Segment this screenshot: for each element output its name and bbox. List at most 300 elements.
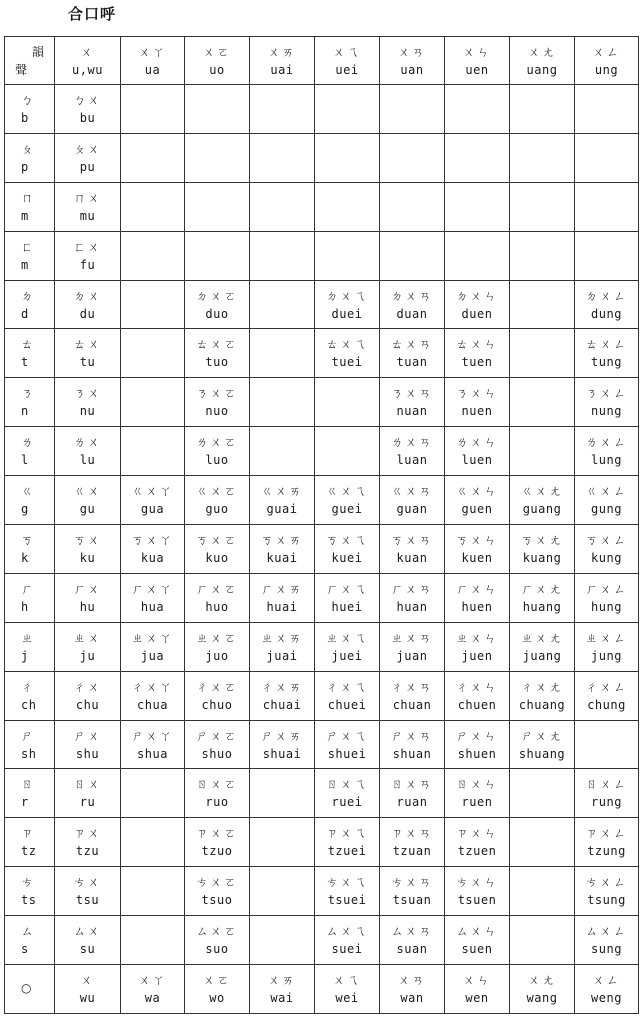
romanization-text: juo (205, 648, 229, 663)
syllable-cell (185, 329, 250, 378)
initial-cell (5, 965, 55, 1014)
zhuyin-text: ㄖㄨㄥ (585, 777, 628, 792)
zhuyin-text: ㄨㄟ (332, 44, 361, 59)
zhuyin-text: ㄉㄨㄣ (455, 288, 498, 303)
zhuyin-text: ㄙㄨㄣ (455, 924, 498, 939)
romanization-text: gung (591, 502, 622, 517)
syllable-cell (55, 329, 121, 378)
syllable-cell (380, 525, 445, 574)
romanization-text: dung (591, 306, 622, 321)
syllable-cell (250, 965, 315, 1014)
initial-cell (5, 671, 55, 720)
zhuyin-text: ㄊㄨㄣ (455, 337, 498, 352)
zhuyin-text: ㄏㄨㄞ (260, 581, 303, 596)
romanization-text: hua (140, 599, 165, 614)
syllable-cell (575, 280, 639, 329)
syllable-cell (55, 965, 121, 1014)
romanization-text: tsuo (201, 893, 233, 908)
zhuyin-text: ㄎㄨ (73, 532, 102, 547)
syllable-cell (315, 573, 380, 622)
zhuyin-text: ㄔㄨㄣ (455, 679, 498, 694)
syllable-cell (185, 476, 250, 525)
romanization-text: suan (396, 942, 428, 957)
table-row (5, 280, 639, 329)
header-final-cell (445, 37, 510, 85)
corner-cell (5, 37, 55, 85)
syllable-cell (380, 280, 445, 329)
zhuyin-text: ㄨㄛ (202, 44, 231, 59)
syllable-cell (315, 916, 380, 965)
syllable-cell (445, 622, 510, 671)
empty-cell (575, 133, 639, 182)
zhuyin-text: ㄓ (21, 630, 36, 645)
initial-cell (5, 867, 55, 916)
syllable-cell (575, 671, 639, 720)
syllable-cell (575, 769, 639, 818)
zhuyin-text: ㄓㄨㄣ (455, 630, 498, 645)
zhuyin-table (4, 36, 639, 1014)
empty-cell (121, 378, 185, 427)
romanization-text: jua (140, 648, 165, 663)
zhuyin-text: ㄉㄨㄥ (585, 288, 628, 303)
zhuyin-text: ㄌㄨㄥ (585, 435, 628, 450)
zhuyin-text: ㄉㄨㄛ (195, 288, 238, 303)
syllable-cell (185, 769, 250, 818)
romanization-text: sung (591, 942, 622, 957)
zhuyin-text: ㄍㄨㄛ (195, 484, 238, 499)
syllable-cell (380, 378, 445, 427)
zhuyin-text: ㄘㄨㄣ (455, 875, 498, 890)
syllable-cell (315, 329, 380, 378)
zhuyin-text: ㄍㄨㄢ (390, 484, 433, 499)
syllable-cell (510, 525, 575, 574)
syllable-cell (55, 818, 121, 867)
syllable-cell (55, 182, 121, 231)
initial-cell (5, 525, 55, 574)
empty-cell (121, 916, 185, 965)
romanization-text: ruan (396, 795, 428, 810)
zhuyin-text: ㄏㄨㄤ (520, 581, 563, 596)
empty-cell (121, 769, 185, 818)
zhuyin-text: ㄨㄤ (527, 44, 556, 59)
empty-cell (121, 231, 185, 280)
romanization-text: tsuen (457, 893, 497, 908)
romanization-text: shuan (392, 746, 432, 761)
romanization-text: wai (270, 990, 294, 1005)
zhuyin-text: ㄕㄨㄛ (195, 728, 238, 743)
romanization-text: tzuen (457, 844, 497, 859)
zhuyin-text: ㄍㄨㄥ (585, 484, 628, 499)
syllable-cell (121, 622, 185, 671)
empty-cell (250, 818, 315, 867)
syllable-cell (445, 378, 510, 427)
romanization-text: guei (331, 502, 363, 517)
romanization-text: shuei (327, 746, 367, 761)
romanization-text: chu (75, 697, 100, 712)
romanization-text: guo (205, 502, 229, 517)
empty-cell (121, 329, 185, 378)
romanization-text: huen (461, 599, 493, 614)
romanization-text: kua (140, 550, 165, 565)
romanization-text: ruei (331, 795, 363, 810)
romanization-text: mu (79, 208, 96, 223)
table-body (5, 37, 639, 1014)
initial-cell (5, 378, 55, 427)
zhuyin-text: ㄍㄨㄟ (325, 484, 368, 499)
syllable-cell (575, 818, 639, 867)
romanization-text: s (21, 942, 29, 957)
syllable-cell (315, 965, 380, 1014)
empty-cell (185, 85, 250, 134)
romanization-text: juei (331, 648, 363, 663)
zhuyin-text: ㄏㄨㄛ (195, 581, 238, 596)
syllable-cell (55, 85, 121, 134)
empty-cell (250, 280, 315, 329)
zhuyin-text: ㄔㄨㄚ (131, 679, 174, 694)
syllable-cell (575, 525, 639, 574)
romanization-text: uan (400, 62, 424, 77)
romanization-text: luan (396, 453, 428, 468)
syllable-cell (575, 427, 639, 476)
romanization-text: nuan (396, 404, 428, 419)
syllable-cell (380, 818, 445, 867)
zhuyin-text: ㄨㄢ (397, 44, 426, 59)
syllable-cell (55, 525, 121, 574)
zhuyin-text: ㄎㄨㄣ (455, 532, 498, 547)
romanization-text: chuo (201, 697, 233, 712)
syllable-cell (121, 476, 185, 525)
syllable-cell (250, 525, 315, 574)
zhuyin-text: ㄌㄨㄢ (390, 435, 433, 450)
zhuyin-text: ㄇ (21, 190, 36, 205)
zhuyin-text: ㄘㄨ (73, 875, 102, 890)
page-title: 合口呼 (68, 5, 117, 23)
romanization-text: shua (137, 746, 168, 761)
zhuyin-text: ㄋㄨㄥ (585, 386, 628, 401)
romanization-text: duen (461, 306, 493, 321)
romanization-text: tuei (331, 355, 363, 370)
romanization-text: kuang (522, 550, 562, 565)
romanization-text: bu (79, 110, 96, 125)
romanization-text: tsung (587, 893, 626, 908)
zhuyin-text: ㄍㄨ (73, 484, 102, 499)
empty-cell (250, 329, 315, 378)
syllable-cell (380, 329, 445, 378)
empty-cell (250, 378, 315, 427)
initial-cell (5, 231, 55, 280)
romanization-text: nu (79, 404, 96, 419)
romanization-text: guan (396, 502, 428, 517)
romanization-text: huan (396, 599, 428, 614)
romanization-text: sh (21, 746, 37, 761)
romanization-text: uang (526, 62, 558, 77)
syllable-cell (445, 329, 510, 378)
zhuyin-text: ㄨㄥ (592, 972, 621, 987)
zhuyin-text: ㄊㄨㄥ (585, 337, 628, 352)
romanization-text: g (21, 502, 29, 517)
initial-cell (5, 329, 55, 378)
zhuyin-text: ㄙㄨㄥ (585, 924, 628, 939)
zhuyin-text: ㄈㄨ (73, 239, 102, 254)
zhuyin-text: ㄨㄣ (462, 44, 491, 59)
zhuyin-text: ㄨㄚ (138, 972, 167, 987)
syllable-cell (575, 329, 639, 378)
syllable-cell (55, 378, 121, 427)
zhuyin-text: ㄨㄣ (462, 972, 491, 987)
table-row (5, 378, 639, 427)
empty-cell (510, 133, 575, 182)
zhuyin-text: ㄖㄨㄛ (195, 777, 238, 792)
empty-cell (575, 231, 639, 280)
zhuyin-text: ㄘㄨㄛ (195, 875, 238, 890)
syllable-cell (315, 280, 380, 329)
table-row (5, 622, 639, 671)
romanization-text: suen (461, 942, 493, 957)
empty-cell (250, 867, 315, 916)
zhuyin-text: ㄊㄨ (73, 337, 102, 352)
romanization-text: tzung (587, 844, 626, 859)
zhuyin-text: ㄍㄨㄚ (131, 484, 174, 499)
zhuyin-text: ㄏㄨㄣ (455, 581, 498, 596)
syllable-cell (55, 622, 121, 671)
corner-label-final: 韻 (31, 45, 44, 59)
syllable-cell (445, 916, 510, 965)
zhuyin-text: ㄙㄨㄢ (390, 924, 433, 939)
zhuyin-text: ㄓㄨㄤ (520, 630, 563, 645)
initial-cell (5, 818, 55, 867)
romanization-text: chuei (327, 697, 367, 712)
header-row (5, 37, 639, 85)
romanization-text: chuen (457, 697, 497, 712)
zhuyin-text: ㄨㄞ (267, 44, 296, 59)
zhuyin-text: ㄓㄨㄟ (325, 630, 368, 645)
romanization-text: kuo (205, 550, 229, 565)
zhuyin-text: ㄕㄨㄟ (325, 728, 368, 743)
table-row (5, 965, 639, 1014)
empty-cell (250, 916, 315, 965)
syllable-cell (55, 867, 121, 916)
table-row (5, 427, 639, 476)
romanization-text: huo (205, 599, 229, 614)
syllable-cell (380, 622, 445, 671)
romanization-text: b (21, 110, 29, 125)
table-row (5, 476, 639, 525)
zhuyin-text: ㄊㄨㄟ (325, 337, 368, 352)
zhuyin-text: ㄘㄨㄟ (325, 875, 368, 890)
romanization-text: shuai (262, 746, 302, 761)
empty-cell (250, 231, 315, 280)
zhuyin-text: ㄏ (21, 581, 36, 596)
romanization-text: duei (331, 306, 363, 321)
empty-cell (575, 182, 639, 231)
empty-cell (380, 231, 445, 280)
zhuyin-text: ㄎㄨㄛ (195, 532, 238, 547)
empty-cell (250, 85, 315, 134)
zhuyin-text: ㄗㄨㄛ (195, 826, 238, 841)
syllable-cell (185, 427, 250, 476)
zhuyin-text: ㄏㄨㄢ (390, 581, 433, 596)
zhuyin-text: ㄗ (21, 826, 36, 841)
romanization-text: tz (21, 844, 37, 859)
table-row (5, 720, 639, 769)
romanization-text: kuan (396, 550, 428, 565)
zhuyin-text: ㄆㄨ (73, 141, 102, 156)
zhuyin-text: ㄔㄨㄛ (195, 679, 238, 694)
empty-cell (315, 133, 380, 182)
empty-cell (510, 769, 575, 818)
zhuyin-text: ㄘ (21, 875, 36, 890)
table-row (5, 867, 639, 916)
zhuyin-text: ㄎㄨㄟ (325, 532, 368, 547)
syllable-cell (185, 573, 250, 622)
romanization-text: tung (591, 355, 622, 370)
romanization-text: m (21, 208, 29, 223)
table-row (5, 329, 639, 378)
table-row (5, 818, 639, 867)
zhuyin-text: ㄏㄨㄥ (585, 581, 628, 596)
zhuyin-text: ㄎㄨㄥ (585, 532, 628, 547)
zhuyin-text: ㄔㄨㄞ (260, 679, 303, 694)
romanization-text: kuai (266, 550, 298, 565)
initial-cell (5, 916, 55, 965)
romanization-text: juan (396, 648, 428, 663)
romanization-text: p (21, 159, 29, 174)
romanization-text: m (21, 257, 29, 272)
empty-cell (315, 182, 380, 231)
syllable-cell (380, 476, 445, 525)
syllable-cell (315, 622, 380, 671)
empty-cell (121, 85, 185, 134)
romanization-text: lu (79, 453, 96, 468)
zhuyin-text: ㄘㄨㄥ (585, 875, 628, 890)
syllable-cell (380, 671, 445, 720)
empty-cell (121, 133, 185, 182)
syllable-cell (315, 720, 380, 769)
romanization-text: uo (209, 62, 225, 77)
syllable-cell (510, 573, 575, 622)
zhuyin-text: ㄨㄟ (332, 972, 361, 987)
zhuyin-text: ㄋㄨㄣ (455, 386, 498, 401)
romanization-text: uei (335, 62, 359, 77)
romanization-text: guai (266, 502, 298, 517)
syllable-cell (575, 867, 639, 916)
syllable-cell (185, 280, 250, 329)
syllable-cell (185, 622, 250, 671)
zhuyin-text: ㄙㄨㄟ (325, 924, 368, 939)
empty-cell (575, 720, 639, 769)
romanization-text: juai (266, 648, 298, 663)
zhuyin-text: ㄏㄨㄟ (325, 581, 368, 596)
zhuyin-text: ㄇㄨ (73, 190, 102, 205)
empty-cell (510, 182, 575, 231)
initial-cell (5, 85, 55, 134)
table-row (5, 133, 639, 182)
zhuyin-text: ㄍㄨㄣ (455, 484, 498, 499)
empty-cell (510, 378, 575, 427)
syllable-cell (185, 965, 250, 1014)
empty-cell (575, 85, 639, 134)
zhuyin-text: ㄏㄨㄚ (131, 581, 174, 596)
initial-cell (5, 427, 55, 476)
syllable-cell (250, 573, 315, 622)
romanization-text: ru (79, 795, 96, 810)
romanization-text: kuei (331, 550, 363, 565)
romanization-text: juang (522, 648, 562, 663)
empty-cell (315, 427, 380, 476)
romanization-text: wo (209, 990, 225, 1005)
syllable-cell (315, 769, 380, 818)
zhuyin-text: ㄉㄨㄢ (390, 288, 433, 303)
header-final-cell (315, 37, 380, 85)
romanization-text: wen (465, 990, 489, 1005)
zhuyin-text: ㄕㄨㄞ (260, 728, 303, 743)
syllable-cell (121, 573, 185, 622)
syllable-cell (121, 720, 185, 769)
romanization-text: chuang (518, 697, 566, 712)
romanization-text: nuo (205, 404, 229, 419)
romanization-text: juen (461, 648, 493, 663)
zhuyin-text: ㄋㄨ (73, 386, 102, 401)
zhuyin-text: ㄎㄨㄤ (520, 532, 563, 547)
romanization-text: shu (75, 746, 100, 761)
table-row (5, 231, 639, 280)
empty-cell (445, 133, 510, 182)
zhuyin-text: ㄨ (80, 972, 95, 987)
syllable-cell (445, 769, 510, 818)
romanization-text: ch (21, 697, 37, 712)
romanization-text: tzu (75, 844, 100, 859)
zhuyin-text: ㄓㄨㄥ (585, 630, 628, 645)
syllable-cell (380, 573, 445, 622)
syllable-cell (185, 671, 250, 720)
romanization-text: nung (591, 404, 622, 419)
table-row (5, 671, 639, 720)
syllable-cell (575, 476, 639, 525)
romanization-text: pu (79, 159, 96, 174)
romanization-text: t (21, 355, 29, 370)
empty-cell (250, 182, 315, 231)
romanization-text: luo (205, 453, 229, 468)
initial-cell (5, 182, 55, 231)
syllable-cell (510, 671, 575, 720)
zhuyin-text: ㄙㄨ (73, 924, 102, 939)
zhuyin-text: ㄍ (21, 484, 36, 499)
romanization-text: du (79, 306, 96, 321)
syllable-cell (315, 671, 380, 720)
zhuyin-text: ㄋㄨㄢ (390, 386, 433, 401)
syllable-cell (55, 769, 121, 818)
syllable-cell (315, 818, 380, 867)
romanization-text: chung (587, 697, 626, 712)
table-row (5, 525, 639, 574)
romanization-text: suo (205, 942, 229, 957)
header-final-cell (510, 37, 575, 85)
zhuyin-text: ㄗㄨㄣ (455, 826, 498, 841)
zhuyin-text: ㄌㄨ (73, 435, 102, 450)
empty-cell (315, 378, 380, 427)
romanization-text: nuen (461, 404, 493, 419)
romanization-text: j (21, 648, 29, 663)
syllable-cell (315, 867, 380, 916)
zhuyin-text: ㄨㄚ (138, 44, 167, 59)
romanization-text: l (21, 453, 29, 468)
romanization-text: tuo (205, 355, 229, 370)
zhuyin-text: ㄋ (21, 386, 36, 401)
zhuyin-text: ㄗㄨ (73, 826, 102, 841)
zhuyin-text: ㄎ (21, 532, 36, 547)
zhuyin-text: ㄕㄨㄢ (390, 728, 433, 743)
romanization-text: chua (137, 697, 168, 712)
